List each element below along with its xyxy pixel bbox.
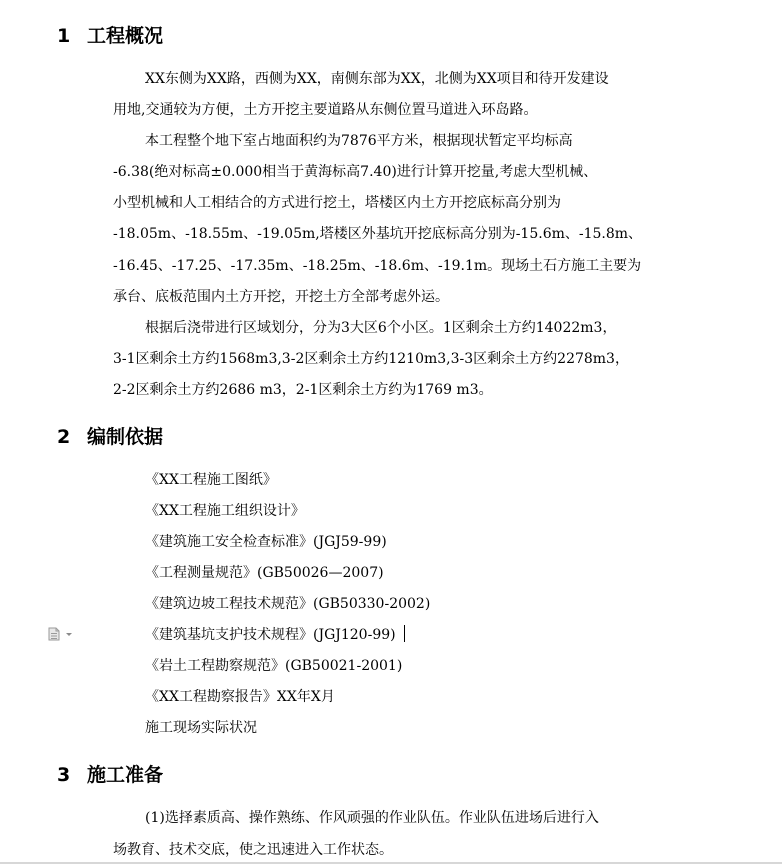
text-cursor <box>404 625 406 642</box>
section-title: 施工准备 <box>87 764 164 786</box>
reference-item: 《建筑基坑支护技术规程》(JGJ120-99) <box>145 627 396 643</box>
reference-item: 《XX工程施工图纸》 <box>145 472 277 488</box>
paragraph-line: -6.38(绝对标高±0.000相当于黄海标高7.40)进行计算开挖量,考虑大型机械、 <box>113 164 598 180</box>
reference-item: 《XX工程施工组织设计》 <box>145 503 305 519</box>
paragraph-line: 场教育、技术交底，使之迅速进入工作状态。 <box>113 842 393 858</box>
paragraph-line: 本工程整个地下室占地面积约为7876平方米，根据现状暂定平均标高 <box>145 133 573 149</box>
section-title: 编制依据 <box>87 426 164 448</box>
reference-item: 《建筑施工安全检查标准》(JGJ59-99) <box>145 534 387 550</box>
reference-item: 《XX工程勘察报告》XX年X月 <box>145 689 335 705</box>
paragraph-line: 3-1区剩余土方约1568m3,3-2区剩余土方约1210m3,3-3区剩余土方约2278m3， <box>113 351 629 367</box>
chevron-down-icon <box>66 633 72 636</box>
paragraph-line: -16.45、-17.25、-17.35m、-18.25m、-18.6m、-19.1m。现场土石方施工主要为 <box>113 258 642 274</box>
paragraph-line: XX东侧为XX路，西侧为XX，南侧东部为XX，北侧为XX项目和待开发建设 <box>145 71 609 87</box>
reference-item: 《建筑边坡工程技术规范》(GB50330-2002) <box>145 596 431 612</box>
section-title: 工程概况 <box>87 25 164 47</box>
section-heading-3 <box>57 763 163 787</box>
reference-item-with-caret[interactable] <box>145 625 405 645</box>
paragraph-line: 根据后浇带进行区域划分，分为3大区6个小区。1区剩余土方约14022m3， <box>145 320 617 336</box>
paragraph-line: 2-2区剩余土方约2686 m3，2-1区剩余土方约为1769 m3。 <box>113 382 493 398</box>
section-heading-2 <box>57 425 163 449</box>
reference-item: 《工程测量规范》(GB50026—2007) <box>145 565 384 581</box>
section-heading-1 <box>57 24 163 48</box>
document-icon[interactable] <box>48 627 76 641</box>
section-number: 3 <box>57 764 71 786</box>
paragraph-line: 用地,交通较为方便，土方开挖主要道路从东侧位置马道进入环岛路。 <box>113 102 538 118</box>
reference-item: 《岩土工程勘察规范》(GB50021-2001) <box>145 658 403 674</box>
reference-item: 施工现场实际状况 <box>145 720 257 736</box>
paragraph-line: (1)选择素质高、操作熟练、作风顽强的作业队伍。作业队伍进场后进行入 <box>145 810 599 826</box>
paragraph-line: 小型机械和人工相结合的方式进行挖土，塔楼区内土方开挖底标高分别为 <box>113 195 561 211</box>
section-number: 1 <box>57 25 71 47</box>
section-number: 2 <box>57 426 71 448</box>
paragraph-line: -18.05m、-18.55m、-19.05m,塔楼区外基坑开挖底标高分别为-15.6m、-15.8m、 <box>113 226 643 242</box>
paragraph-line: 承台、底板范围内土方开挖，开挖土方全部考虑外运。 <box>113 289 449 305</box>
